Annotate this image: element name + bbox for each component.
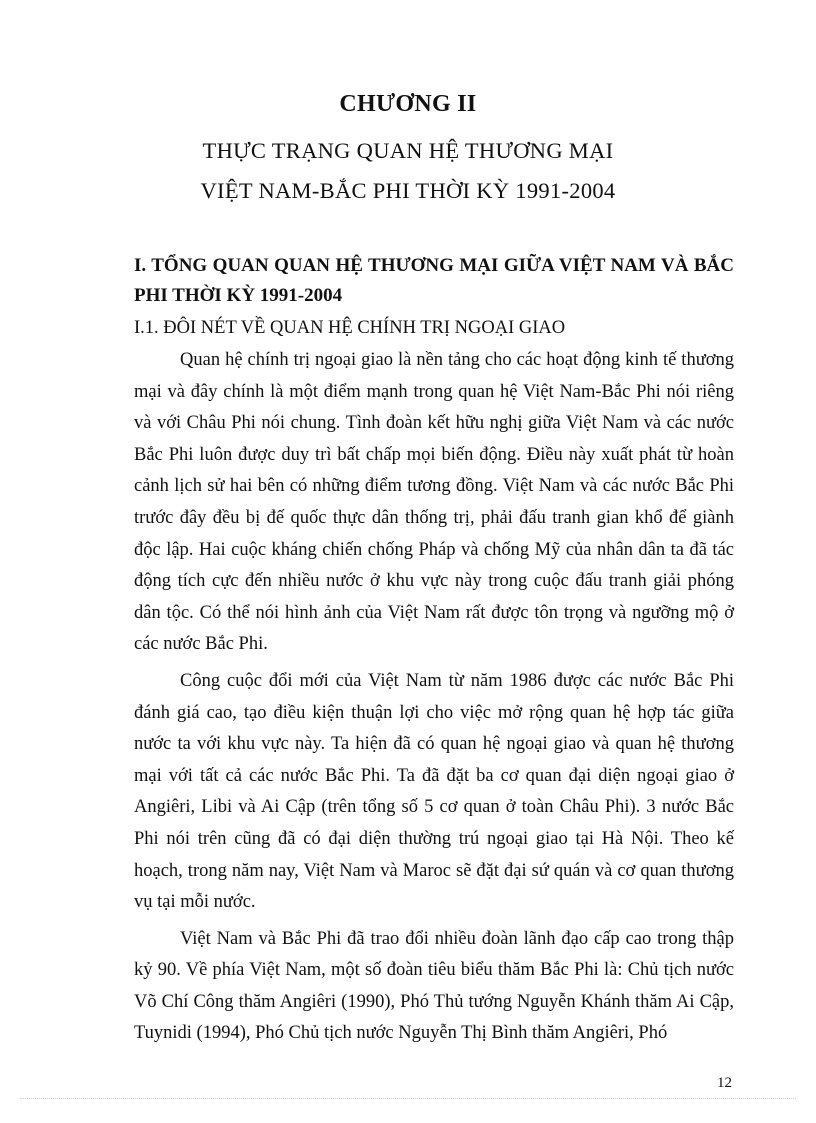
chapter-subtitle-line-1: THỰC TRẠNG QUAN HỆ THƯƠNG MẠI: [202, 138, 614, 163]
paragraph-3: Việt Nam và Bắc Phi đã trao đổi nhiều đoàn lãnh đạo cấp cao trong thập kỷ 90. Về phía Việt Nam, một số đoàn tiêu biểu thăm Bắc Phi là: Chủ tịch nước Võ Chí Công thăm Angiêri (1990), Phó Thủ tướng Nguyễn Khánh thăm Ai Cập, Tuynidi (1994), Phó Chủ tịch nước Nguyễn Thị Bình thăm Angiêri, Phó: [134, 928, 734, 1044]
paragraph-2: Công cuộc đổi mới của Việt Nam từ năm 1986 được các nước Bắc Phi đánh giá cao, tạo điều kiện thuận lợi cho việc mở rộng quan hệ hợp tác giữa nước ta với khu vực này. Ta hiện đã có quan hệ ngoại giao và quan hệ thương mại với tất cả các nước Bắc Phi. Ta đã đặt ba cơ quan đại diện ngoại giao ở Angiêri, Libi và Ai Cập (trên tổng số 5 cơ quan ở toàn Châu Phi). 3 nước Bắc Phi nói trên cũng đã có đại diện thường trú ngoại giao tại Hà Nội. Theo kế hoạch, trong năm nay, Việt Nam và Maroc sẽ đặt đại sứ quán và cơ quan thương vụ tại mỗi nước.: [134, 670, 734, 913]
subsection-heading: I.1. ĐÔI NÉT VỀ QUAN HỆ CHÍNH TRỊ NGOẠI GIAO: [134, 318, 566, 338]
paragraph-1: Quan hệ chính trị ngoại giao là nền tảng cho các hoạt động kinh tế thương mại và đây chính là một điểm mạnh trong quan hệ Việt Nam-Bắc Phi nói riêng và với Châu Phi nói chung. Tình đoàn kết hữu nghị giữa Việt Nam và các nước Bắc Phi luôn được duy trì bất chấp mọi biến động. Điều này xuất phát từ hoàn cảnh lịch sử hai bên có những điểm tương đồng. Việt Nam và các nước Bắc Phi trước đây đều bị đế quốc thực dân thống trị, phải đấu tranh gian khổ để giành độc lập. Hai cuộc kháng chiến chống Pháp và chống Mỹ của nhân dân ta đã tác động tích cực đến nhiều nước ở khu vực này trong cuộc đấu tranh giải phóng dân tộc. Có thể nói hình ảnh của Việt Nam rất được tôn trọng và ngưỡng mộ ở các nước Bắc Phi.: [134, 350, 734, 655]
page-number: 12: [717, 1075, 732, 1091]
body-text: [134, 345, 734, 1050]
page-bottom-divider: [20, 1098, 796, 1099]
chapter-subtitle-line-2: VIỆT NAM-BẮC PHI THỜI KỲ 1991-2004: [200, 178, 616, 203]
section-heading: I. TỔNG QUAN QUAN HỆ THƯƠNG MẠI GIỮA VIỆT NAM VÀ BẮC PHI THỜI KỲ 1991-2004: [134, 255, 734, 306]
chapter-title: CHƯƠNG II: [339, 91, 477, 117]
